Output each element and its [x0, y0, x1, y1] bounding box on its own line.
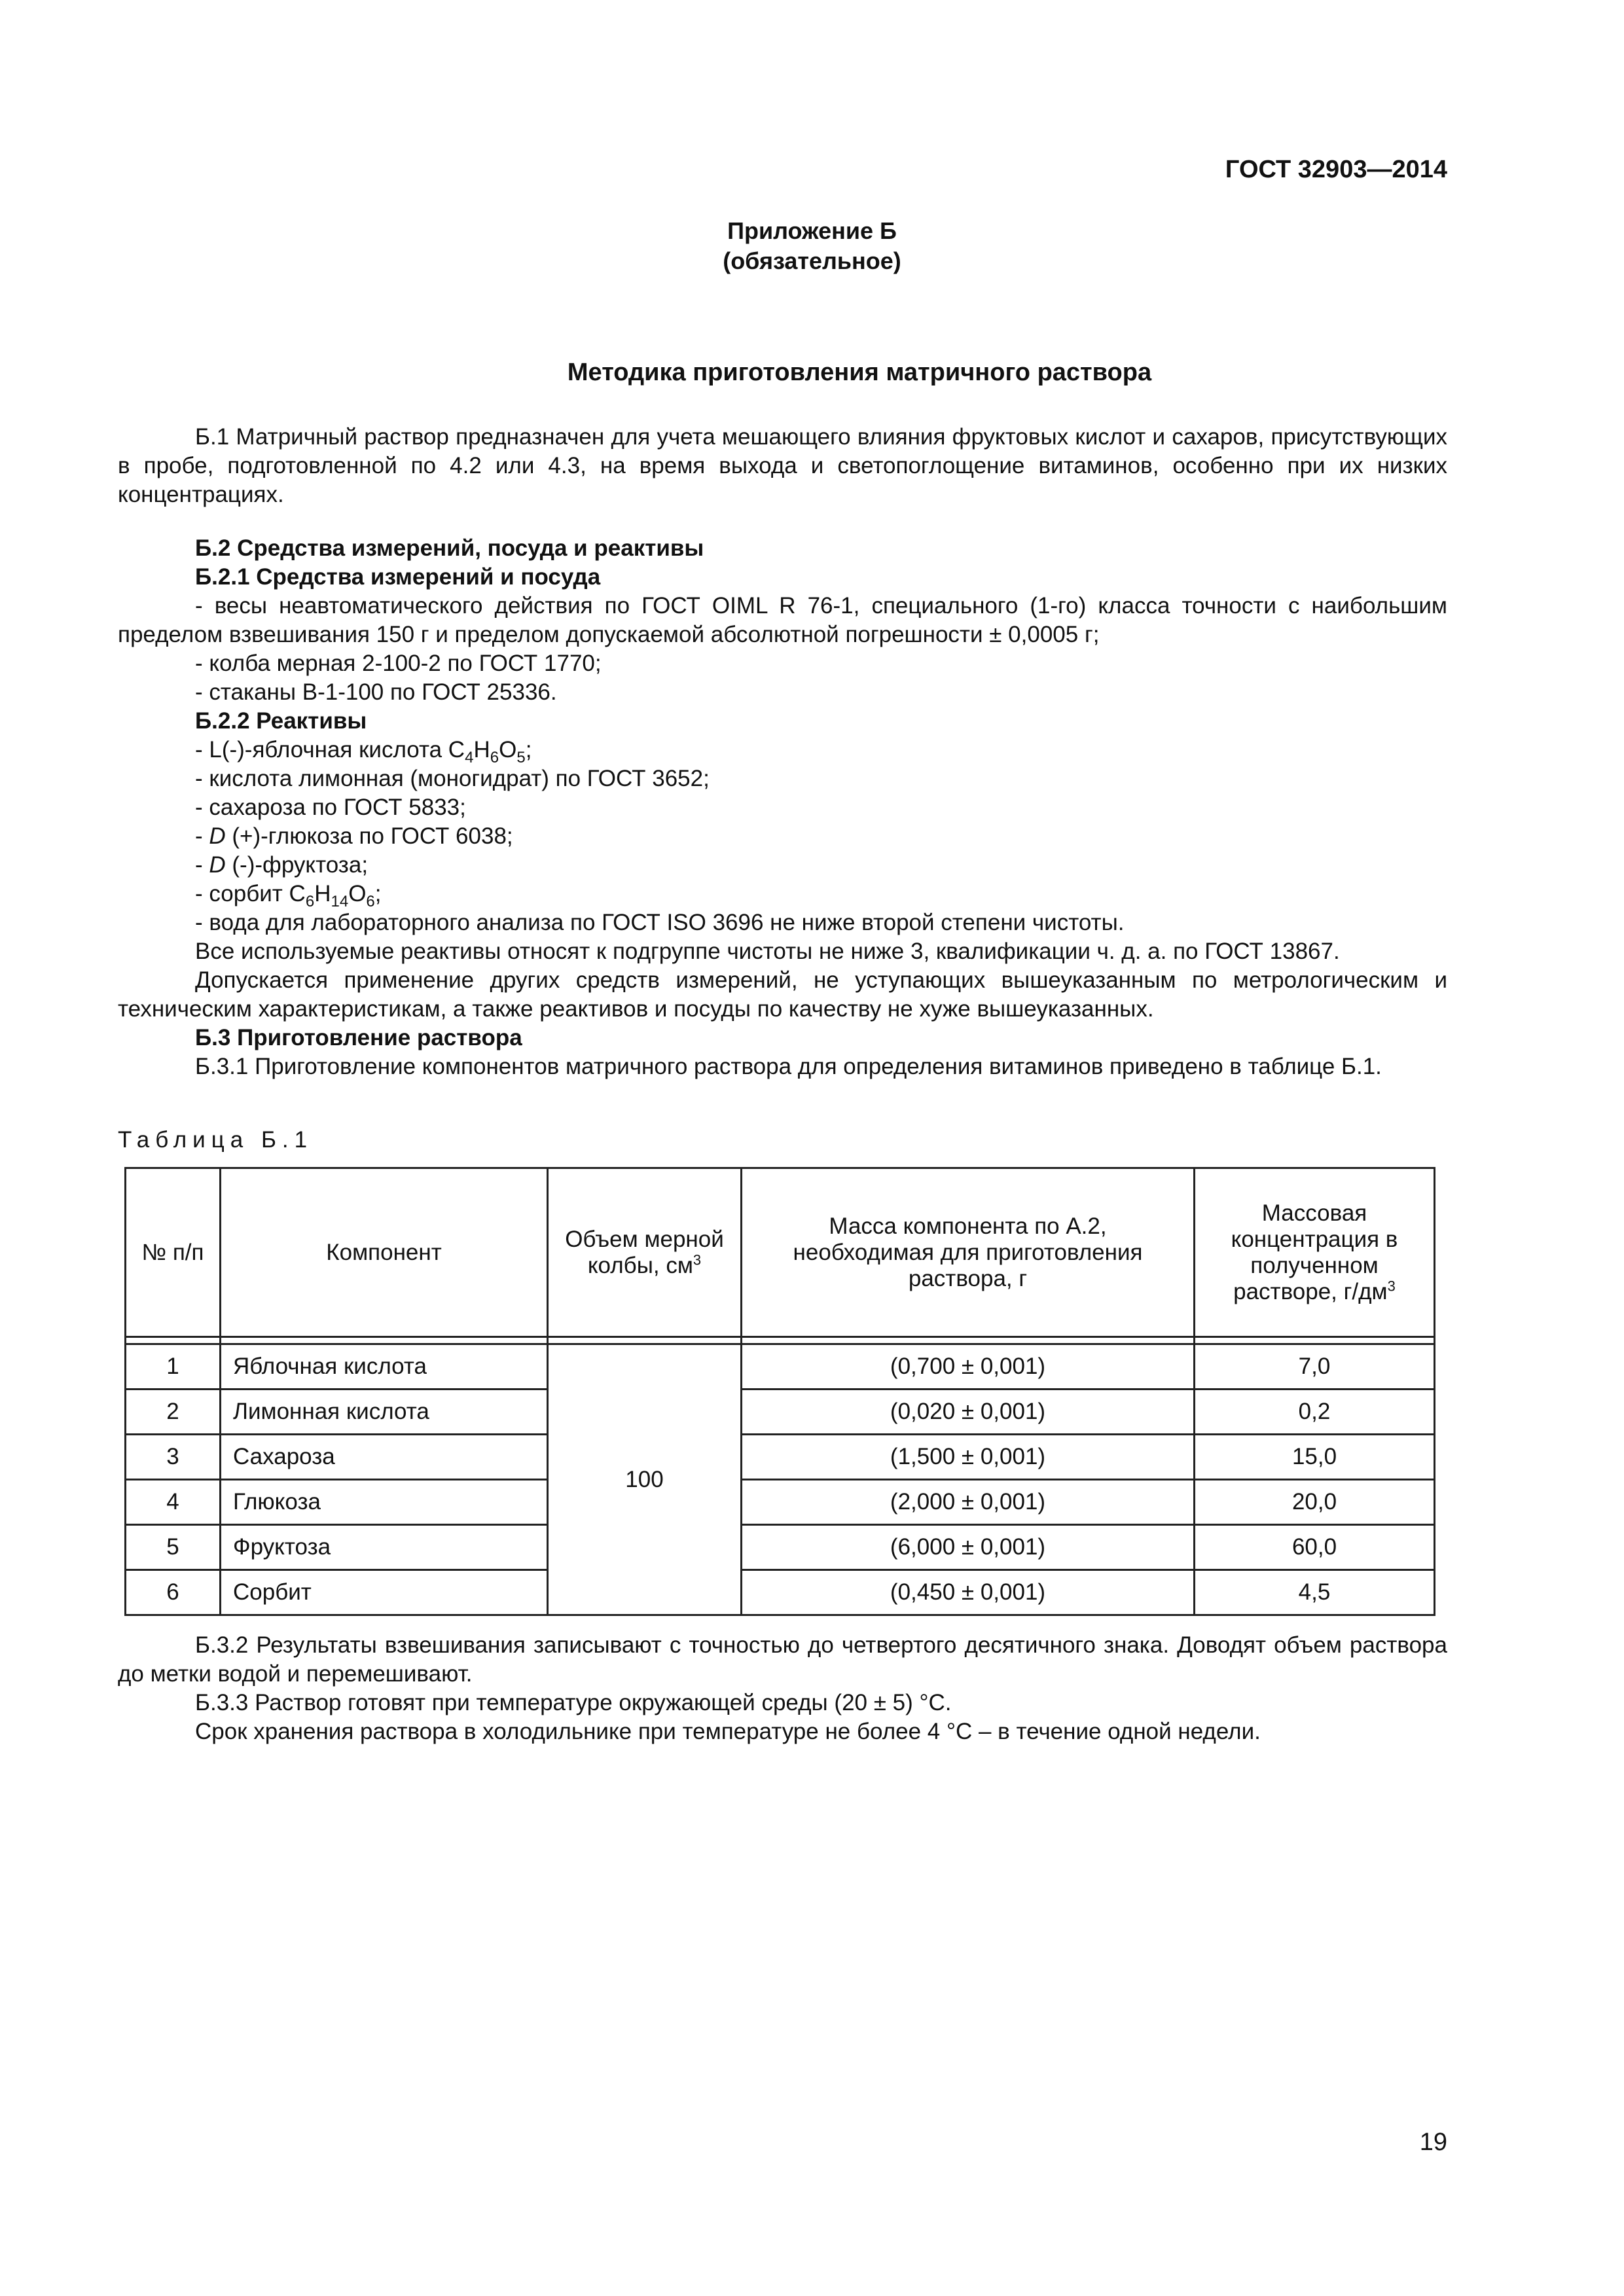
equipment-item: - весы неавтоматического действия по ГОСТ OIML R 76-1, специального (1-го) класса точности с наибольшим пределом взвешивания 150 г и пределом допускаемой абсолютной погрешности ± 0,0005 г; — [118, 593, 1447, 647]
cell-component: Сахароза — [221, 1435, 548, 1480]
reagent-prefix: - — [195, 852, 209, 878]
cell-mass: (0,450 ± 0,001) — [742, 1570, 1195, 1615]
table-row — [126, 1570, 1435, 1615]
cell-mass: (0,020 ± 0,001) — [742, 1390, 1195, 1435]
cell-concentration: 7,0 — [1195, 1344, 1435, 1390]
header-conc-text: Массовая концентрация в полученном растворе, г/дм — [1231, 1200, 1398, 1304]
heading-b3: Б.3 Приготовление раствора — [195, 1025, 522, 1050]
appendix-title: Приложение Б — [727, 217, 897, 244]
header-volume — [548, 1168, 742, 1337]
cell-component: Фруктоза — [221, 1525, 548, 1570]
reagent-item — [118, 822, 1447, 851]
reagent-fructose-text: (-)-фруктоза; — [225, 852, 369, 878]
equipment-item: - стаканы В-1-100 по ГОСТ 25336. — [195, 679, 557, 705]
paragraph-storage: Срок хранения раствора в холодильнике при температуре не более 4 °С – в течение одной недели. — [195, 1719, 1261, 1744]
formula-element: O — [348, 881, 367, 906]
note-alternatives: Допускается применение других средств измерений, не уступающих вышеуказанным по метрологическим и техническим характеристикам, а также реактивов и посуды по качеству не хуже вышеуказанных. — [118, 967, 1447, 1022]
cell-component: Глюкоза — [221, 1480, 548, 1525]
table-caption: Таблица Б.1 — [118, 1127, 314, 1153]
equipment-item: - колба мерная 2-100-2 по ГОСТ 1770; — [195, 651, 602, 676]
header-component: Компонент — [221, 1168, 548, 1337]
table-row — [126, 1435, 1435, 1480]
paragraph-b32: Б.3.2 Результаты взвешивания записывают с точностью до четвертого десятичного знака. Доводят объем раствора до метки водой и перемешивают. — [118, 1632, 1447, 1687]
header-double-rule — [126, 1337, 1435, 1344]
unit-sup: 3 — [1387, 1277, 1396, 1294]
unit-sup: 3 — [693, 1251, 702, 1268]
reagent-item: - сахароза по ГОСТ 5833; — [195, 795, 466, 820]
appendix-status: (обязательное) — [723, 247, 901, 274]
after-table-text — [118, 1631, 1447, 1746]
table-row — [126, 1525, 1435, 1570]
paragraph-b1: Б.1 Матричный раствор предназначен для учета мешающего влияния фруктовых кислот и сахаров, присутствующих в пробе, подготовленной по 4.2 или 4.3, на время выхода и светопоглощение витаминов, особенно при их низких концентрациях. — [118, 424, 1447, 507]
formula-element: H — [473, 737, 490, 762]
reagent-item — [118, 880, 1447, 908]
formula-element: H — [314, 881, 331, 906]
reagent-malic-text: - L(-)-яблочная кислота С — [195, 737, 465, 762]
reagent-item: - кислота лимонная (моногидрат) по ГОСТ 3652; — [195, 766, 710, 791]
heading-b2: Б.2 Средства измерений, посуда и реактивы — [195, 535, 704, 561]
cell-component: Яблочная кислота — [221, 1344, 548, 1390]
reagent-item — [118, 736, 1447, 764]
reagent-glucose-text: (+)-глюкоза по ГОСТ 6038; — [225, 823, 513, 849]
cell-concentration: 20,0 — [1195, 1480, 1435, 1525]
header-volume-text: Объем мерной колбы, см — [565, 1226, 724, 1278]
reagent-isomer: D — [209, 852, 226, 878]
reagent-sorbitol-text: - сорбит С — [195, 881, 306, 906]
cell-mass: (1,500 ± 0,001) — [742, 1435, 1195, 1480]
cell-concentration: 60,0 — [1195, 1525, 1435, 1570]
paragraph-b31: Б.3.1 Приготовление компонентов матричного раствора для определения витаминов приведено в таблице Б.1. — [195, 1054, 1382, 1079]
paragraph-b33: Б.3.3 Раствор готовят при температуре окружающей среды (20 ± 5) °С. — [195, 1690, 952, 1715]
cell-mass: (0,700 ± 0,001) — [742, 1344, 1195, 1390]
reagent-isomer: D — [209, 823, 226, 849]
cell-concentration: 4,5 — [1195, 1570, 1435, 1615]
cell-num: 2 — [126, 1390, 221, 1435]
document-standard-number: ГОСТ 32903—2014 — [1225, 156, 1447, 183]
table-header-row — [126, 1168, 1435, 1337]
formula-sub: 5 — [516, 749, 526, 766]
table-row — [126, 1390, 1435, 1435]
components-table — [124, 1167, 1435, 1616]
formula-end: ; — [525, 737, 532, 762]
formula-sub: 6 — [490, 749, 499, 766]
cell-volume: 100 — [548, 1344, 742, 1615]
formula-sub: 6 — [305, 893, 315, 910]
formula-sub: 14 — [331, 893, 349, 910]
cell-component: Лимонная кислота — [221, 1390, 548, 1435]
reagent-prefix: - — [195, 823, 209, 849]
cell-component: Сорбит — [221, 1570, 548, 1615]
table-row — [126, 1480, 1435, 1525]
reagent-item — [118, 851, 1447, 880]
page-number: 19 — [1419, 2128, 1447, 2156]
body-text — [118, 423, 1447, 1081]
formula-element: O — [499, 737, 517, 762]
cell-num: 1 — [126, 1344, 221, 1390]
formula-end: ; — [374, 881, 382, 906]
reagent-item: - вода для лабораторного анализа по ГОСТ ISO 3696 не ниже второй степени чистоты. — [195, 910, 1125, 935]
cell-mass: (2,000 ± 0,001) — [742, 1480, 1195, 1525]
heading-b22: Б.2.2 Реактивы — [195, 708, 367, 734]
section-title: Методика приготовления матричного раствора — [567, 359, 1152, 386]
heading-b21: Б.2.1 Средства измерений и посуда — [195, 564, 601, 590]
header-mass: Масса компонента по А.2, необходимая для приготовления раствора, г — [742, 1168, 1195, 1337]
formula-sub: 4 — [465, 749, 474, 766]
cell-num: 4 — [126, 1480, 221, 1525]
note-purity: Все используемые реактивы относят к подгруппе чистоты не ниже 3, квалификации ч. д. а. по ГОСТ 13867. — [195, 939, 1340, 964]
table-row — [126, 1344, 1435, 1390]
header-num: № п/п — [126, 1168, 221, 1337]
formula-sub: 6 — [366, 893, 375, 910]
cell-mass: (6,000 ± 0,001) — [742, 1525, 1195, 1570]
cell-num: 6 — [126, 1570, 221, 1615]
header-concentration — [1195, 1168, 1435, 1337]
cell-concentration: 0,2 — [1195, 1390, 1435, 1435]
cell-num: 3 — [126, 1435, 221, 1480]
cell-num: 5 — [126, 1525, 221, 1570]
cell-concentration: 15,0 — [1195, 1435, 1435, 1480]
